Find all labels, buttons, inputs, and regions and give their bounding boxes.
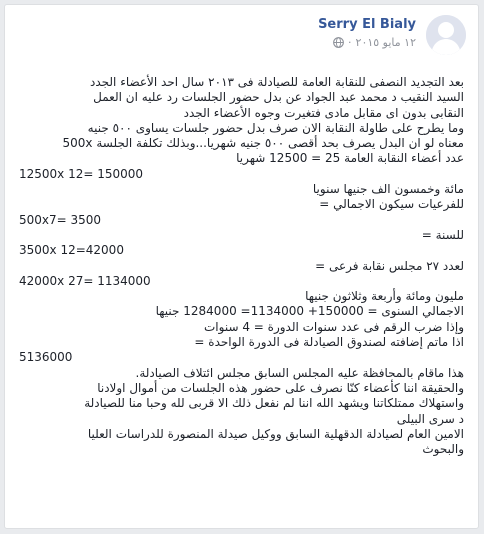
post-line: معناه لو ان البدل يصرف بحد أقصى ٥٠٠ جنيه شهريا...وبذلك تكلفة الجلسة 500x [62,136,464,151]
post-line: للسنة = [421,227,464,242]
post-line: للفرعيات سيكون الاجمالي = [319,197,464,212]
post-line: عدد أعضاء النقابة العامة 25 = 12500 شهريا [236,151,464,166]
post-line: هذا ماقام بالمحافظة عليه المجلس السابق مجلس ائتلاف الصيادلة. [135,365,464,380]
post-line: النقابى بدون اى مقابل مادى فتغيرت وجوه الأعضاء الجدد [183,105,464,120]
post-line: 3500x 12=42000 [19,243,124,258]
post-line: بعد التجديد النصفى للنقابة العامة للصيادلة فى ٢٠١٣ سال احد الأعضاء الجدد [90,75,464,89]
post-line: 12500x 12= 150000 [19,166,144,181]
post-line: والبحوث [422,442,464,457]
post-line: مليون ومائة وأربعة وثلاثون جنيها [305,289,464,304]
author-name[interactable]: Serry El Bialy [318,17,416,32]
globe-icon[interactable] [333,37,344,48]
post-line: د سرى البيلى [396,411,464,426]
default-avatar-icon[interactable] [426,15,466,55]
post-line: لعدد ٢٧ مجلس نقابة فرعى = [315,258,464,273]
post-line: 42000x 27= 1134000 [19,273,151,288]
post-line: السيد النقيب د محمد عبد الجواد عن بدل حضور الجلسات رد عليه ان العمل [93,90,464,105]
post-line: وإذا ضرب الرقم فى عدد سنوات الدورة = 4 سنوات [204,319,464,334]
post-line: وما يطرح على طاولة النقابة الان صرف بدل حضور جلسات يساوى ٥٠٠ جنيه [87,120,464,135]
post-line: واستهلاك ممتلكاتنا ويشهد الله اننا لم نفعل ذلك الا قربى لله وحبا منا للصيادلة [84,396,464,411]
post-line: 500x7= 3500 [19,212,102,227]
post-line: 5136000 [19,350,73,365]
post-line: والحقيقة اننا كأعضاء كنّا نصرف على حضور هذه الجلسات من أموال اولادنا [97,380,464,395]
post-date[interactable]: ١٢ مايو ٢٠١٥ [355,36,416,49]
post-body [19,75,464,457]
post-line: الامين العام لصيادلة الدقهلية السابق ووكيل صيدلة المنصورة للدراسات العليا [87,426,464,441]
post-line: اذا ماتم إضافته لصندوق الصيادلة فى الدورة الواحدة = [194,335,464,350]
post-line: مائة وخمسون الف جنيها سنويا [312,182,464,197]
post-subline [318,36,416,49]
post-card [4,4,479,529]
post-meta [318,17,416,49]
meta-separator: · [348,36,352,49]
post-line: الاجمالي السنوى = 150000+ 1134000= 1284000 جنيها [155,304,464,319]
